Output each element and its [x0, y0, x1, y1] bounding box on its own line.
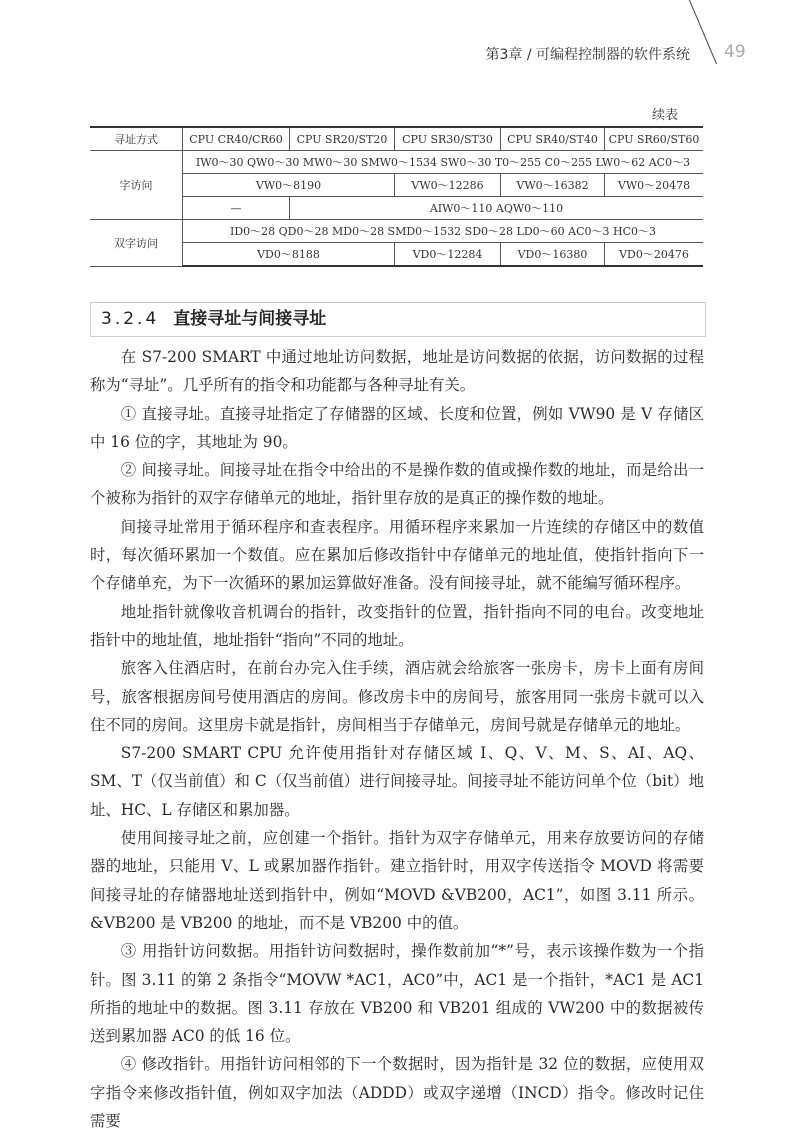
table-header-cell: CPU SR20/ST20 — [290, 127, 395, 151]
table-cell: AIW0～110 AQW0～110 — [290, 197, 704, 220]
table-header-cell: CPU SR60/ST60 — [605, 127, 704, 151]
table-row — [90, 151, 703, 174]
page-number: 49 — [724, 42, 746, 62]
running-header-title: 第3章 / 可编程控制器的软件系统 — [485, 47, 690, 63]
table-cell: — — [183, 197, 290, 220]
table-header-row — [90, 127, 703, 151]
addressing-table — [90, 126, 703, 267]
table-cell: VD0～8188 — [183, 243, 395, 267]
body-text — [90, 343, 704, 1135]
table-cell: VD0～16380 — [501, 243, 605, 267]
table-header-cell: 寻址方式 — [90, 127, 183, 151]
paragraph: S7-200 SMART CPU 允许使用指针对存储区域 I、Q、V、M、S、AI、AQ、SM、T（仅当前值）和 C（仅当前值）进行间接寻址。间接寻址不能访问单个位（bit）地址、HC、L 存储区和累加器。 — [90, 744, 704, 819]
table-cell: VW0～20478 — [605, 174, 704, 197]
table-row — [90, 220, 703, 243]
paragraph: ② 间接寻址。间接寻址在指令中给出的不是操作数的值或操作数的地址，而是给出一个被称为指针的双字存储单元的地址，指针里存放的是真正的操作数的地址。 — [90, 461, 704, 508]
paragraph: 间接寻址常用于循环程序和查表程序。用循环程序来累加一片连续的存储区中的数值时，每次循环累加一个数值。应在累加后修改指针中存储单元的地址值，使指针指向下一个存储单充，为下一次循环的累加运算做好准备。没有间接寻址，就不能编写循环程序。 — [90, 517, 704, 593]
paragraph: 在 S7-200 SMART 中通过地址访问数据，地址是访问数据的依据，访问数据的过程称为“寻址”。几乎所有的指令和功能都与各种寻址有关。 — [90, 348, 704, 395]
table-cell: VW0～16382 — [501, 174, 605, 197]
table-cell: VW0～12286 — [395, 174, 501, 197]
paragraph: ① 直接寻址。直接寻址指定了存储器的区域、长度和位置，例如 VW90 是 V 存储区中 16 位的字，其地址为 90。 — [90, 404, 704, 451]
table-cell: VW0～8190 — [183, 174, 395, 197]
paragraph: 地址指针就像收音机调台的指针，改变指针的位置，指针指向不同的电台。改变地址指针中的地址值，地址指针“指向”不同的地址。 — [90, 602, 704, 649]
section-heading — [90, 302, 706, 337]
table-row — [90, 243, 703, 267]
row-label-dword-access: 双字访问 — [90, 220, 183, 267]
paragraph: ③ 用指针访问数据。用指针访问数据时，操作数前加“*”号，表示该操作数为一个指针。图 3.11 的第 2 条指令“MOVW *AC1，AC0”中，AC1 是一个指针，*AC1 是 AC1 所指的地址中的数据。图 3.11 存放在 VB200 和 VB201 组成的 VW200 中的数据被传送到累加器 AC0 的低 16 位。 — [90, 942, 704, 1046]
paragraph: 旅客入住酒店时，在前台办完入住手续，酒店就会给旅客一张房卡，房卡上面有房间号，旅客根据房间号使用酒店的房间。修改房卡中的房间号，旅客用同一张房卡就可以入住不同的房间。这里房卡就是指针，房间相当于存储单元，房间号就是存储单元的地址。 — [90, 659, 704, 734]
table-header-cell: CPU CR40/CR60 — [183, 127, 290, 151]
paragraph: ④ 修改指针。用指针访问相邻的下一个数据时，因为指针是 32 位的数据，应使用双字指令来修改指针值，例如双字加法（ADDD）或双字递增（INCD）指令。修改时记住需要 — [90, 1055, 704, 1131]
table-row — [90, 174, 703, 197]
table-cell: ID0～28 QD0～28 MD0～28 SMD0～1532 SD0～28 LD0～60 AC0～3 HC0～3 — [183, 220, 704, 243]
table-header-cell: CPU SR30/ST30 — [395, 127, 501, 151]
section-title: 直接寻址与间接寻址 — [173, 309, 327, 329]
table-continued-label: 续表 — [651, 108, 678, 123]
section-number: 3.2.4 — [101, 309, 160, 329]
table-cell: IW0～30 QW0～30 MW0～30 SMW0～1534 SW0～30 T0～255 C0～255 LW0～62 AC0～3 — [183, 151, 704, 174]
table-header-cell: CPU SR40/ST40 — [501, 127, 605, 151]
table-cell: VD0～12284 — [395, 243, 501, 267]
row-label-word-access: 字访问 — [90, 151, 183, 220]
table-cell: VD0～20476 — [605, 243, 704, 267]
paragraph: 使用间接寻址之前，应创建一个指针。指针为双字存储单元，用来存放要访问的存储器的地址，只能用 V、L 或累加器作指针。建立指针时，用双字传送指令 MOVD 将需要间接寻址的存储器地址送到指针中，例如“MOVD &VB200，AC1”，如图 3.11 所示。&VB200 是 VB200 的地址，而不是 VB200 中的值。 — [90, 829, 704, 932]
header-divider-line — [688, 0, 717, 64]
table-row — [90, 197, 703, 220]
